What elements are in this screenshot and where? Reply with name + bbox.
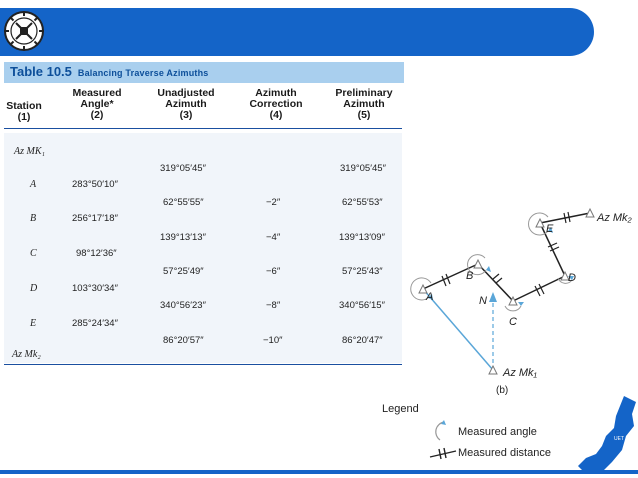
col-header-unadjusted	[146, 88, 226, 121]
header-divider	[4, 128, 402, 129]
col-header-line: Preliminary	[335, 87, 393, 99]
col-header-line: Azimuth	[165, 98, 207, 110]
azimuth-correction: −6″	[266, 266, 281, 277]
col-header-correction	[236, 88, 316, 121]
col-header-line: Azimuth	[343, 98, 385, 110]
col-header-station	[4, 101, 44, 123]
azimuth-correction: −8″	[266, 300, 281, 311]
preliminary-azimuth: 57°25′43″	[342, 266, 383, 277]
col-header-line: Measured	[72, 87, 122, 99]
col-header-line: Azimuth	[255, 87, 297, 99]
unadjusted-azimuth: 340°56′23″	[160, 300, 206, 311]
north-arrow-icon	[489, 292, 497, 302]
col-header-line: (2)	[90, 109, 104, 121]
svg-text:UET: UET	[614, 436, 624, 442]
traverse-diagram	[380, 200, 638, 400]
col-header-line: Angle*	[80, 98, 114, 110]
measured-distance-icon	[428, 446, 458, 462]
measured-angle: 98°12′36″	[76, 248, 117, 259]
station-label: A	[30, 179, 37, 190]
station-label: Az MK₁	[14, 146, 45, 157]
table-title	[10, 64, 209, 79]
legend-title: Legend	[382, 403, 419, 415]
col-header-line: Station	[6, 100, 42, 112]
table-bottom-rule	[4, 364, 402, 365]
footer-line	[0, 470, 638, 474]
az-mk2-label: Az Mk₂	[597, 212, 632, 224]
unadjusted-azimuth: 62°55′55″	[163, 197, 204, 208]
preliminary-azimuth: 340°56′15″	[339, 300, 385, 311]
station-label-c: C	[509, 316, 517, 328]
unadjusted-azimuth: 319°05′45″	[160, 163, 206, 174]
angle-arrowheads	[428, 227, 574, 306]
map-shape-icon	[576, 392, 638, 478]
preliminary-azimuth: 139°13′09″	[339, 232, 385, 243]
station-markers	[419, 209, 594, 374]
measured-angle: 256°17′18″	[72, 213, 118, 224]
station-label-a: A	[426, 291, 434, 303]
az-mk1-label: Az Mk₁	[503, 367, 538, 379]
measured-angle: 283°50′10″	[72, 179, 118, 190]
station-label: C	[30, 248, 37, 259]
preliminary-azimuth: 319°05′45″	[340, 163, 386, 174]
station-label: B	[30, 213, 37, 224]
preliminary-azimuth: 86°20′47″	[342, 335, 383, 346]
col-header-line: Unadjusted	[157, 87, 215, 99]
azimuth-correction: −2″	[266, 197, 281, 208]
university-logo-icon	[3, 10, 45, 52]
measured-angle: 103°30′34″	[72, 283, 118, 294]
table-number: Table 10.5	[10, 64, 72, 79]
table-caption: Balancing Traverse Azimuths	[77, 68, 209, 78]
north-label: N	[479, 295, 487, 307]
unadjusted-azimuth: 86°20′57″	[163, 335, 204, 346]
legend-measured-distance: Measured distance	[458, 447, 551, 459]
traverse-line-c-d	[513, 276, 565, 301]
station-label: Az Mk₂	[12, 349, 41, 360]
station-label-d: D	[568, 272, 576, 284]
table-title-bar	[4, 62, 404, 83]
station-label-e: E	[546, 223, 554, 235]
col-header-line: (4)	[269, 109, 283, 121]
unadjusted-azimuth: 57°25′49″	[163, 266, 204, 277]
col-header-angle	[62, 88, 132, 121]
header-banner	[0, 8, 594, 56]
station-label: D	[30, 283, 38, 294]
col-header-line: (1)	[17, 111, 31, 123]
preliminary-azimuth: 62°55′53″	[342, 197, 383, 208]
col-header-line: Correction	[249, 98, 303, 110]
col-header-line: (3)	[179, 109, 193, 121]
unadjusted-azimuth: 139°13′13″	[160, 232, 206, 243]
diagram-caption: (b)	[496, 385, 509, 396]
measured-angle-icon	[430, 418, 450, 446]
station-label-b: B	[466, 270, 474, 282]
azimuth-correction: −4″	[266, 232, 281, 243]
col-header-line: (5)	[357, 109, 371, 121]
legend-measured-angle: Measured angle	[458, 426, 537, 438]
station-label: E	[30, 318, 37, 329]
col-header-preliminary	[324, 88, 404, 121]
azimuth-correction: −10″	[263, 335, 283, 346]
measured-angle: 285°24′34″	[72, 318, 118, 329]
